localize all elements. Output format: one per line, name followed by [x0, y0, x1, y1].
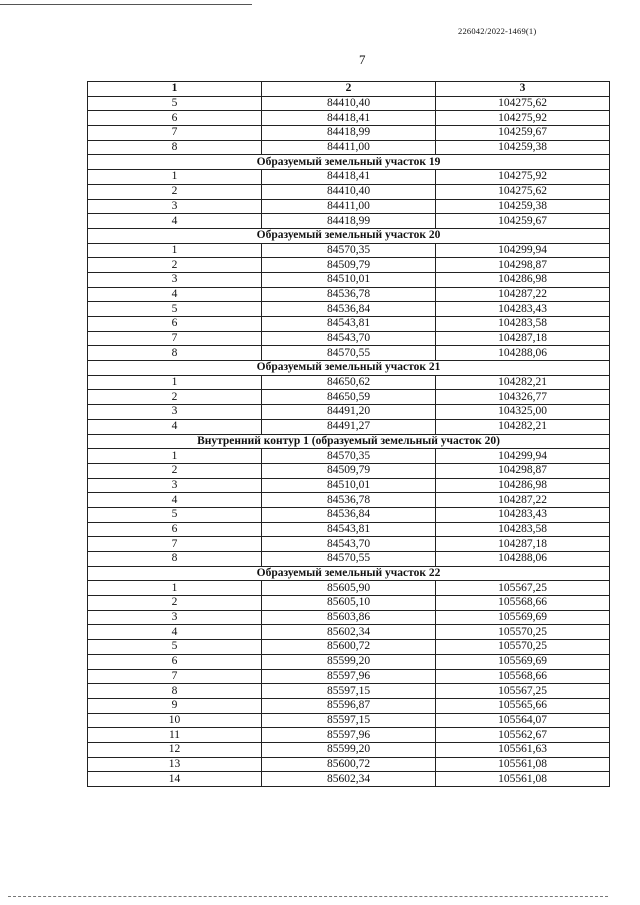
x-coordinate: 84411,00	[262, 199, 436, 214]
y-coordinate: 104287,18	[436, 331, 610, 346]
table-row	[88, 419, 610, 434]
section-title: Образуемый земельный участок 20	[88, 228, 610, 243]
section-title-row	[88, 155, 610, 170]
table-row	[88, 463, 610, 478]
y-coordinate: 105561,63	[436, 742, 610, 757]
x-coordinate: 84536,84	[262, 507, 436, 522]
x-coordinate: 85602,34	[262, 772, 436, 787]
y-coordinate: 104287,22	[436, 287, 610, 302]
point-number: 3	[88, 199, 262, 214]
table-row	[88, 317, 610, 332]
y-coordinate: 105568,66	[436, 596, 610, 611]
point-number: 1	[88, 375, 262, 390]
x-coordinate: 85600,72	[262, 640, 436, 655]
y-coordinate: 104282,21	[436, 419, 610, 434]
x-coordinate: 84410,40	[262, 184, 436, 199]
section-title-row	[88, 228, 610, 243]
y-coordinate: 105570,25	[436, 625, 610, 640]
table-row	[88, 214, 610, 229]
x-coordinate: 85600,72	[262, 757, 436, 772]
y-coordinate: 104259,67	[436, 126, 610, 141]
point-number: 5	[88, 96, 262, 111]
table-row	[88, 140, 610, 155]
point-number: 2	[88, 463, 262, 478]
y-coordinate: 105561,08	[436, 772, 610, 787]
table-row	[88, 713, 610, 728]
point-number: 7	[88, 331, 262, 346]
point-number: 1	[88, 449, 262, 464]
x-coordinate: 84418,99	[262, 214, 436, 229]
x-coordinate: 84418,41	[262, 170, 436, 185]
table-row	[88, 728, 610, 743]
x-coordinate: 84418,41	[262, 111, 436, 126]
y-coordinate: 104283,43	[436, 507, 610, 522]
table-row	[88, 552, 610, 567]
point-number: 2	[88, 258, 262, 273]
x-coordinate: 84509,79	[262, 463, 436, 478]
x-coordinate: 84570,35	[262, 449, 436, 464]
y-coordinate: 104275,92	[436, 170, 610, 185]
y-coordinate: 104299,94	[436, 243, 610, 258]
x-coordinate: 84418,99	[262, 126, 436, 141]
section-title: Образуемый земельный участок 19	[88, 155, 610, 170]
table-row	[88, 654, 610, 669]
table-row	[88, 302, 610, 317]
table-row	[88, 331, 610, 346]
point-number: 14	[88, 772, 262, 787]
y-coordinate: 104298,87	[436, 463, 610, 478]
point-number: 1	[88, 170, 262, 185]
y-coordinate: 104275,62	[436, 96, 610, 111]
point-number: 8	[88, 140, 262, 155]
x-coordinate: 84536,84	[262, 302, 436, 317]
y-coordinate: 104275,92	[436, 111, 610, 126]
section-title: Внутренний контур 1 (образуемый земельный участок 20)	[88, 434, 610, 449]
x-coordinate: 84570,35	[262, 243, 436, 258]
point-number: 7	[88, 126, 262, 141]
page-number: 7	[359, 52, 366, 67]
x-coordinate: 85596,87	[262, 698, 436, 713]
table-row	[88, 698, 610, 713]
table-row	[88, 684, 610, 699]
section-title-row	[88, 434, 610, 449]
y-coordinate: 104283,58	[436, 317, 610, 332]
point-number: 3	[88, 272, 262, 287]
x-coordinate: 85597,15	[262, 684, 436, 699]
point-number: 12	[88, 742, 262, 757]
x-coordinate: 84543,70	[262, 331, 436, 346]
point-number: 1	[88, 243, 262, 258]
y-coordinate: 104259,67	[436, 214, 610, 229]
table-row	[88, 478, 610, 493]
section-title-row	[88, 361, 610, 376]
coordinates-table	[87, 81, 610, 787]
table-row	[88, 272, 610, 287]
point-number: 1	[88, 581, 262, 596]
x-coordinate: 84543,70	[262, 537, 436, 552]
y-coordinate: 105561,08	[436, 757, 610, 772]
point-number: 9	[88, 698, 262, 713]
x-coordinate: 84543,81	[262, 317, 436, 332]
y-coordinate: 104282,21	[436, 375, 610, 390]
y-coordinate: 105569,69	[436, 610, 610, 625]
x-coordinate: 85602,34	[262, 625, 436, 640]
y-coordinate: 104275,62	[436, 184, 610, 199]
x-coordinate: 84510,01	[262, 272, 436, 287]
point-number: 11	[88, 728, 262, 743]
y-coordinate: 104286,98	[436, 272, 610, 287]
point-number: 4	[88, 287, 262, 302]
y-coordinate: 104287,22	[436, 493, 610, 508]
y-coordinate: 104283,43	[436, 302, 610, 317]
table-row	[88, 184, 610, 199]
point-number: 6	[88, 654, 262, 669]
section-title: Образуемый земельный участок 21	[88, 361, 610, 376]
top-rule	[0, 4, 252, 5]
table-row	[88, 507, 610, 522]
table-row	[88, 375, 610, 390]
y-coordinate: 105562,67	[436, 728, 610, 743]
point-number: 5	[88, 640, 262, 655]
table-row	[88, 772, 610, 787]
x-coordinate: 84570,55	[262, 346, 436, 361]
table-row	[88, 493, 610, 508]
point-number: 4	[88, 625, 262, 640]
y-coordinate: 104299,94	[436, 449, 610, 464]
point-number: 5	[88, 302, 262, 317]
x-coordinate: 84536,78	[262, 287, 436, 302]
point-number: 8	[88, 346, 262, 361]
table-row	[88, 449, 610, 464]
point-number: 7	[88, 537, 262, 552]
table-row	[88, 625, 610, 640]
table-row	[88, 581, 610, 596]
point-number: 6	[88, 522, 262, 537]
point-number: 8	[88, 552, 262, 567]
x-coordinate: 84650,59	[262, 390, 436, 405]
point-number: 2	[88, 390, 262, 405]
point-number: 10	[88, 713, 262, 728]
x-coordinate: 84491,27	[262, 419, 436, 434]
y-coordinate: 104325,00	[436, 405, 610, 420]
table-row	[88, 757, 610, 772]
x-coordinate: 84411,00	[262, 140, 436, 155]
point-number: 2	[88, 184, 262, 199]
x-coordinate: 84491,20	[262, 405, 436, 420]
y-coordinate: 104259,38	[436, 199, 610, 214]
table-row	[88, 596, 610, 611]
y-coordinate: 105564,07	[436, 713, 610, 728]
column-header-3: 3	[436, 82, 610, 97]
point-number: 4	[88, 214, 262, 229]
y-coordinate: 105565,66	[436, 698, 610, 713]
table-row	[88, 258, 610, 273]
y-coordinate: 104326,77	[436, 390, 610, 405]
table-row	[88, 537, 610, 552]
y-coordinate: 104288,06	[436, 346, 610, 361]
table-row	[88, 346, 610, 361]
table-row	[88, 390, 610, 405]
y-coordinate: 105569,69	[436, 654, 610, 669]
point-number: 3	[88, 610, 262, 625]
x-coordinate: 84410,40	[262, 96, 436, 111]
x-coordinate: 85605,90	[262, 581, 436, 596]
x-coordinate: 84543,81	[262, 522, 436, 537]
y-coordinate: 104259,38	[436, 140, 610, 155]
section-title-row	[88, 566, 610, 581]
x-coordinate: 85603,86	[262, 610, 436, 625]
x-coordinate: 84536,78	[262, 493, 436, 508]
table-row	[88, 170, 610, 185]
point-number: 7	[88, 669, 262, 684]
y-coordinate: 104283,58	[436, 522, 610, 537]
point-number: 6	[88, 317, 262, 332]
y-coordinate: 104286,98	[436, 478, 610, 493]
x-coordinate: 85599,20	[262, 742, 436, 757]
x-coordinate: 84510,01	[262, 478, 436, 493]
table-row	[88, 126, 610, 141]
table-row	[88, 669, 610, 684]
coordinates-table-body	[88, 82, 610, 787]
y-coordinate: 105570,25	[436, 640, 610, 655]
table-row	[88, 610, 610, 625]
y-coordinate: 105568,66	[436, 669, 610, 684]
table-row	[88, 111, 610, 126]
table-row	[88, 742, 610, 757]
column-header-2: 2	[262, 82, 436, 97]
y-coordinate: 104287,18	[436, 537, 610, 552]
point-number: 3	[88, 405, 262, 420]
y-coordinate: 105567,25	[436, 684, 610, 699]
point-number: 4	[88, 419, 262, 434]
y-coordinate: 104288,06	[436, 552, 610, 567]
table-row	[88, 522, 610, 537]
document-id: 226042/2022-1469(1)	[458, 26, 537, 36]
table-row	[88, 287, 610, 302]
y-coordinate: 105567,25	[436, 581, 610, 596]
point-number: 8	[88, 684, 262, 699]
x-coordinate: 84509,79	[262, 258, 436, 273]
x-coordinate: 85597,96	[262, 669, 436, 684]
table-row	[88, 405, 610, 420]
point-number: 6	[88, 111, 262, 126]
table-header-row	[88, 82, 610, 97]
point-number: 13	[88, 757, 262, 772]
bottom-rule	[8, 896, 608, 897]
x-coordinate: 85605,10	[262, 596, 436, 611]
x-coordinate: 84570,55	[262, 552, 436, 567]
column-header-1: 1	[88, 82, 262, 97]
point-number: 3	[88, 478, 262, 493]
y-coordinate: 104298,87	[436, 258, 610, 273]
point-number: 4	[88, 493, 262, 508]
x-coordinate: 85599,20	[262, 654, 436, 669]
table-row	[88, 199, 610, 214]
point-number: 5	[88, 507, 262, 522]
x-coordinate: 85597,15	[262, 713, 436, 728]
x-coordinate: 84650,62	[262, 375, 436, 390]
table-row	[88, 640, 610, 655]
table-row	[88, 243, 610, 258]
x-coordinate: 85597,96	[262, 728, 436, 743]
table-row	[88, 96, 610, 111]
point-number: 2	[88, 596, 262, 611]
section-title: Образуемый земельный участок 22	[88, 566, 610, 581]
